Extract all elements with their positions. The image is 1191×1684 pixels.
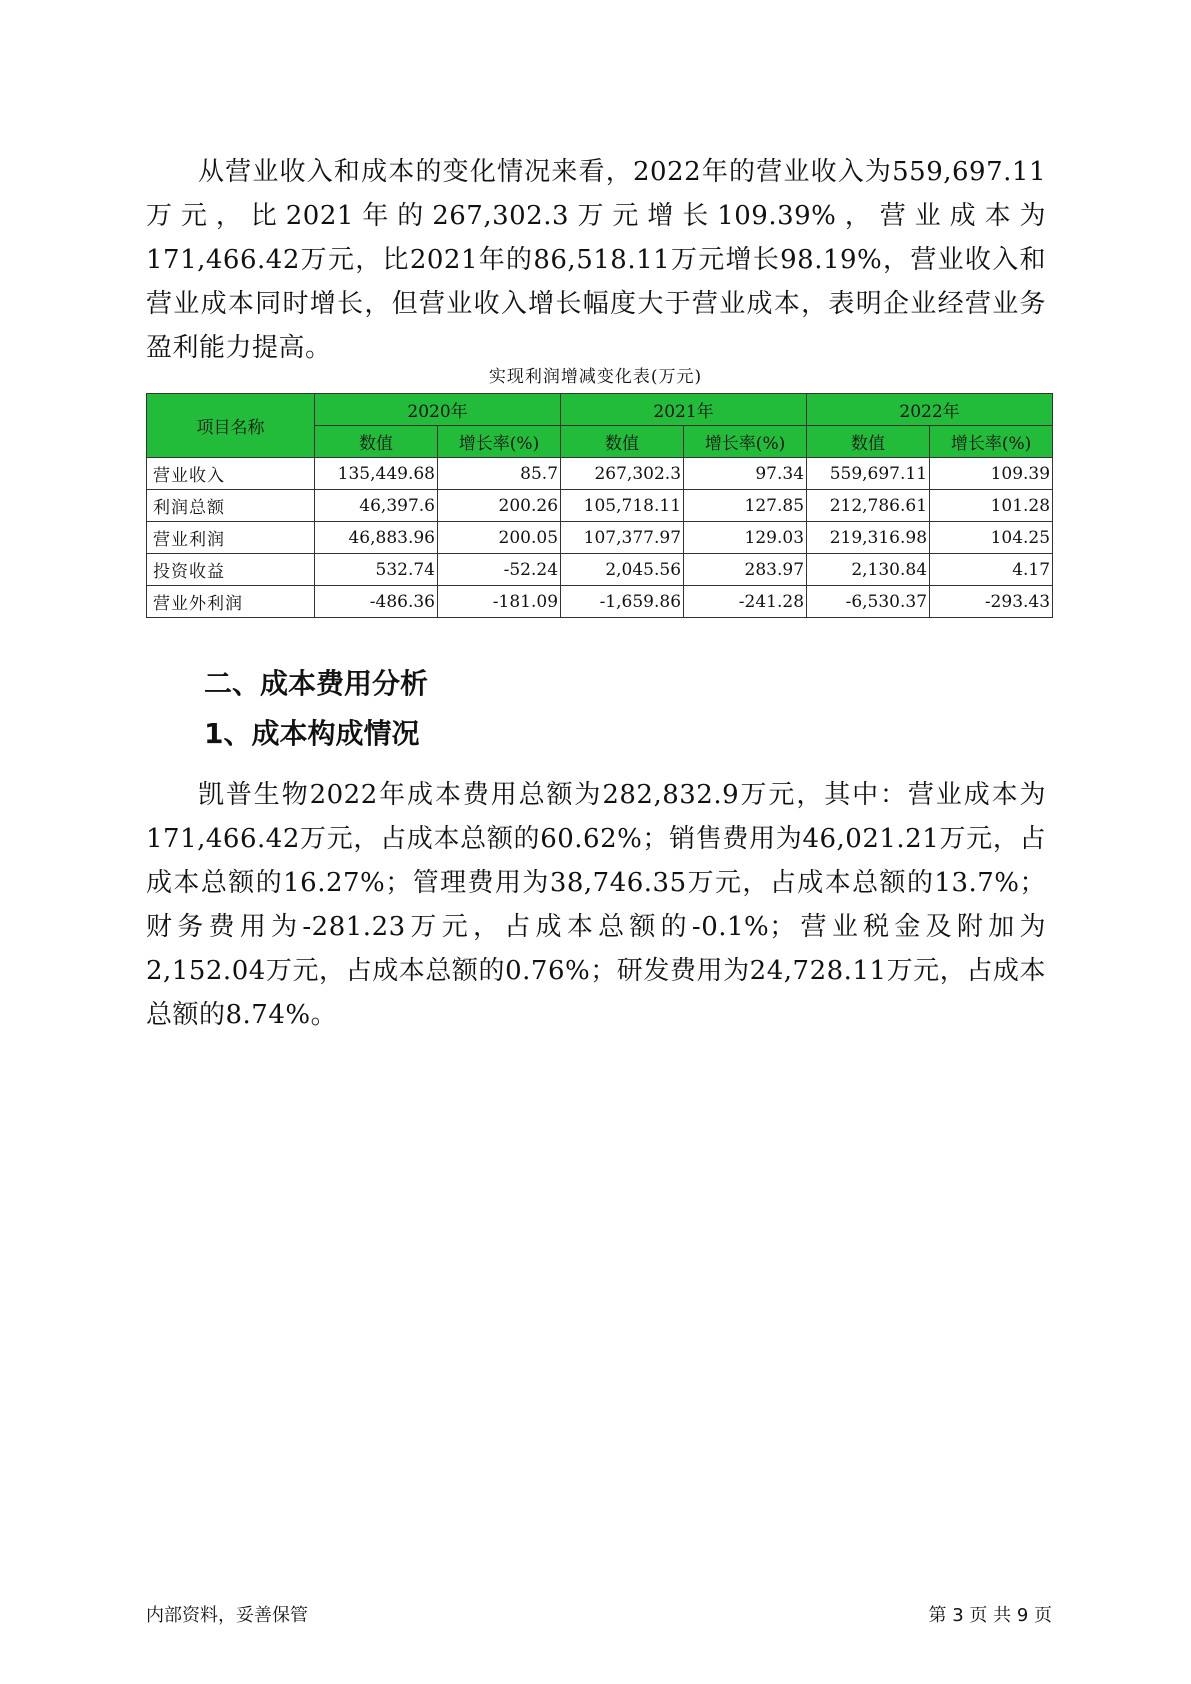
footer-page-number: 第 3 页 共 9 页	[928, 1605, 1052, 1626]
section-heading: 二、成本费用分析	[204, 667, 429, 700]
table-cell: -1,659.86	[561, 586, 684, 618]
profit-change-table	[146, 393, 1053, 618]
table-cell: 46,883.96	[315, 522, 438, 554]
table-row	[147, 554, 1053, 586]
table-cell: 212,786.61	[807, 490, 930, 522]
table-cell: 46,397.6	[315, 490, 438, 522]
header-growth: 增长率(%)	[438, 426, 561, 458]
row-label: 营业外利润	[147, 586, 315, 618]
table-cell: 107,377.97	[561, 522, 684, 554]
table-cell: 104.25	[930, 522, 1053, 554]
table-cell: 2,130.84	[807, 554, 930, 586]
table-cell: 2,045.56	[561, 554, 684, 586]
table-cell: 127.85	[684, 490, 807, 522]
row-label: 利润总额	[147, 490, 315, 522]
table-cell: -241.28	[684, 586, 807, 618]
header-year-2020: 2020年	[315, 394, 561, 426]
table-cell: 109.39	[930, 458, 1053, 490]
header-value: 数值	[561, 426, 684, 458]
cost-composition-paragraph: 凯普生物2022年成本费用总额为282,832.9万元，其中：营业成本为171,466.42万元，占成本总额的60.62%；销售费用为46,021.21万元，占成本总额的16.27%；管理费用为38,746.35万元，占成本总额的13.7%；财务费用为-281.23万元，占成本总额的-0.1%；营业税金及附加为2,152.04万元，占成本总额的0.76%；研发费用为24,728.11万元，占成本总额的8.74%。	[146, 780, 1046, 1030]
table-cell: 219,316.98	[807, 522, 930, 554]
table-cell: -486.36	[315, 586, 438, 618]
row-label: 营业收入	[147, 458, 315, 490]
table-cell: 200.05	[438, 522, 561, 554]
table-cell: 85.7	[438, 458, 561, 490]
profit-analysis-paragraph: 从营业收入和成本的变化情况来看，2022年的营业收入为559,697.11万元，比2021年的267,302.3万元增长109.39%，营业成本为171,466.42万元，比2021年的86,518.11万元增长98.19%，营业收入和营业成本同时增长，但营业收入增长幅度大于营业成本，表明企业经营业务盈利能力提高。	[146, 157, 1046, 363]
table-cell: 4.17	[930, 554, 1053, 586]
table-cell: -6,530.37	[807, 586, 930, 618]
table-cell: 532.74	[315, 554, 438, 586]
row-label: 营业利润	[147, 522, 315, 554]
table-cell: 101.28	[930, 490, 1053, 522]
table-cell: 105,718.11	[561, 490, 684, 522]
table-cell: 129.03	[684, 522, 807, 554]
table-cell: 267,302.3	[561, 458, 684, 490]
table-row	[147, 586, 1053, 618]
table-cell: 283.97	[684, 554, 807, 586]
header-item-name: 项目名称	[147, 394, 315, 458]
header-growth: 增长率(%)	[684, 426, 807, 458]
table-caption: 实现利润增减变化表(万元)	[488, 367, 703, 387]
table-cell: -181.09	[438, 586, 561, 618]
row-label: 投资收益	[147, 554, 315, 586]
table-cell: 97.34	[684, 458, 807, 490]
subsection-heading: 1、成本构成情况	[204, 717, 420, 750]
header-value: 数值	[807, 426, 930, 458]
header-growth: 增长率(%)	[930, 426, 1053, 458]
table-cell: 135,449.68	[315, 458, 438, 490]
table-row	[147, 522, 1053, 554]
table-cell: 559,697.11	[807, 458, 930, 490]
header-year-2021: 2021年	[561, 394, 807, 426]
table-cell: -52.24	[438, 554, 561, 586]
table-row	[147, 490, 1053, 522]
table-cell: 200.26	[438, 490, 561, 522]
header-value: 数值	[315, 426, 438, 458]
footer-confidential-note: 内部资料，妥善保管	[146, 1605, 308, 1626]
table-header-row	[147, 394, 1053, 426]
header-year-2022: 2022年	[807, 394, 1053, 426]
table-cell: -293.43	[930, 586, 1053, 618]
table-row	[147, 458, 1053, 490]
